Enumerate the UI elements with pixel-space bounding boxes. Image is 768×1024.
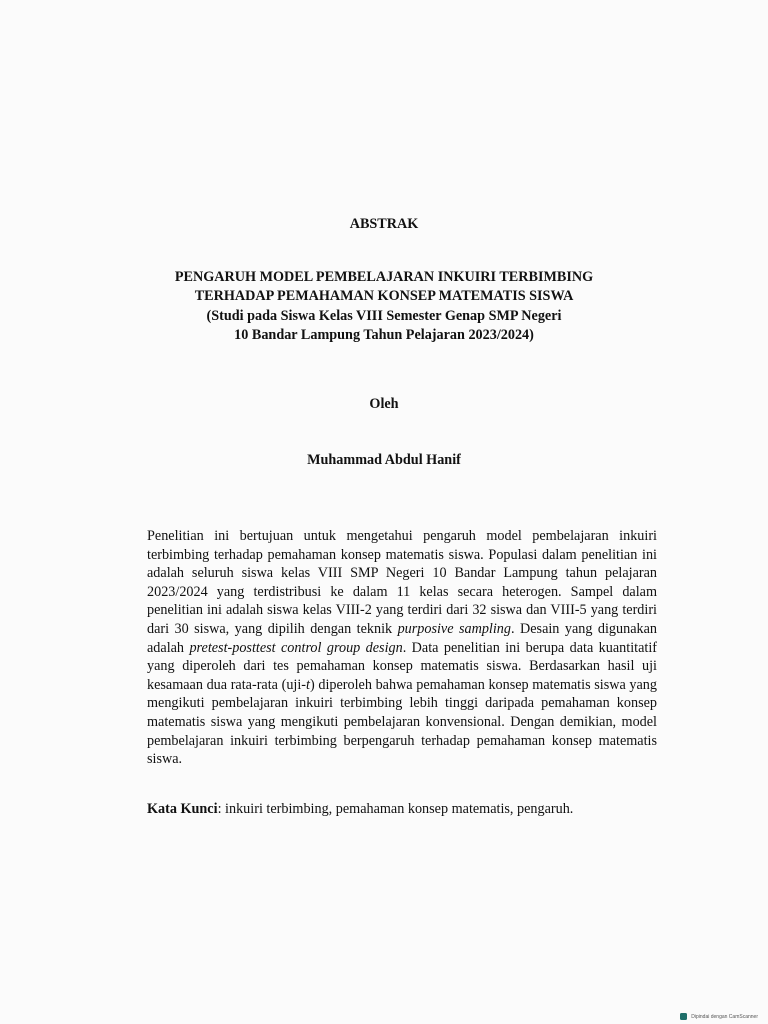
abstract-paragraph [147,527,657,769]
title-line: 10 Bandar Lampung Tahun Pelajaran 2023/2024) [234,327,534,344]
keywords-text: : inkuiri terbimbing, pemahaman konsep matematis, pengaruh. [217,801,574,817]
keywords-line [147,800,667,818]
camscanner-logo-icon [680,1013,687,1020]
author-name: Muhammad Abdul Hanif [307,452,461,468]
abstract-heading: ABSTRAK [349,216,419,232]
keywords-label: Kata Kunci [147,801,218,817]
abstract-text: ) diperoleh bahwa pemahaman konsep matematis siswa yang mengikuti pembelajaran inkuiri terbimbing lebih tinggi daripada pemahaman konsep matematis siswa yang mengikuti pembelajaran konvensional. Dengan demikian, model pembelajaran inkuiri terbimbing berpengaruh terhadap pemahaman konsep matematis siswa. [147,676,657,768]
term-research-design: pretest-posttest control group design [189,639,403,656]
scanner-text: Dipindai dengan CamScanner [691,1013,758,1020]
term-t: t [306,676,310,693]
abstract-text: Penelitian ini bertujuan untuk mengetahui pengaruh model pembelajaran inkuiri terbimbing terhadap pemahaman konsep matematis siswa. Populasi dalam penelitian ini adalah seluruh siswa kelas VIII SMP Negeri 10 Bandar Lampung tahun pelajaran 2023/2024 yang terdistribusi ke dalam 11 kelas secara heterogen. Sampel dalam penelitian ini adalah siswa kelas VIII-2 yang terdiri dari 32 siswa dan VIII-5 yang terdiri dari 30 siswa, yang dipilih dengan teknik [147,528,657,637]
abstract-text: . Desain yang digunakan adalah [147,620,657,656]
thesis-title [0,268,768,346]
term-purposive-sampling: purposive sampling [397,620,511,637]
title-line: PENGARUH MODEL PEMBELAJARAN INKUIRI TERBIMBING [174,269,594,285]
scanner-watermark [680,1013,758,1020]
title-line: TERHADAP PEMAHAMAN KONSEP MATEMATIS SISWA [194,288,574,305]
by-label: Oleh [369,396,399,412]
abstract-text: . Data penelitian ini berupa data kuantitatif yang diperoleh dari tes pemahaman konsep matematis siswa. Berdasarkan hasil uji kesamaan dua rata-rata (uji- [147,639,657,693]
title-line: (Studi pada Siswa Kelas VIII Semester Genap SMP Negeri [206,307,562,324]
